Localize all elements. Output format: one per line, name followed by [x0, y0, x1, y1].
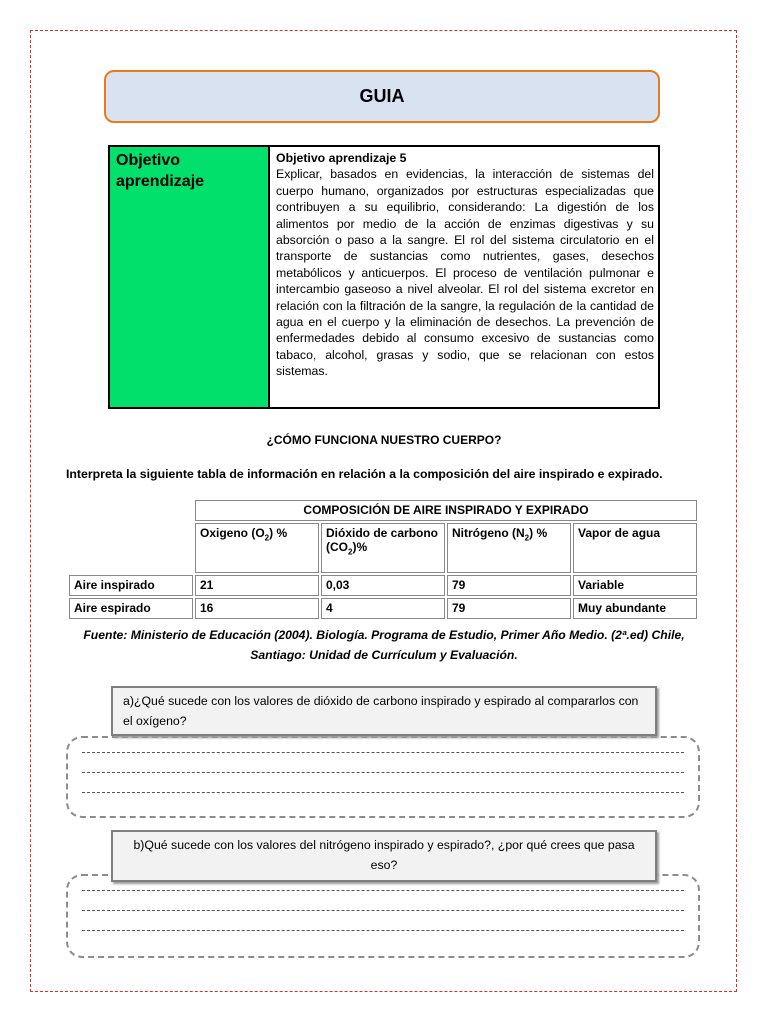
cell-co2: 4 [321, 598, 445, 619]
instruction-text: Interpreta la siguiente tabla de información en relación a la composición del aire inspirado e expirado. [66, 467, 663, 481]
objective-title: Objetivo aprendizaje 5 [276, 151, 407, 165]
column-header-nitrogen: Nitrógeno $(N_2)$ % [447, 523, 571, 573]
column-header-water: Vapor de agua [573, 523, 697, 573]
answer-line [82, 772, 684, 773]
cell-co2: 0,03 [321, 575, 445, 596]
cell-nitrogen: 79 [447, 575, 571, 596]
answer-line [82, 910, 684, 911]
page-title [104, 70, 660, 123]
table-title: COMPOSICIÓN DE AIRE INSPIRADO Y EXPIRADO [195, 500, 697, 521]
objective-table [108, 145, 660, 409]
answer-line [82, 890, 684, 891]
empty-corner-cell [69, 500, 193, 521]
objective-text: Explicar, basados en evidencias, la interacción de sistemas del cuerpo humano, organizados por estructuras especializadas que contribuyen a su equilibrio, considerando: La digestión de los alimentos por medio de la acción de enzimas digestivas y su absorción o paso a la sangre. El rol del sistema circulatorio en el transporte de sustancias como nutrientes, gases, desechos metabólicos y anticuerpos. El proceso de ventilación pulmonar e intercambio gaseoso a nivel alveolar. El rol del sistema excretor en relación con la filtración de la sangre, la regulación de la cantidad de agua en el cuerpo y la eliminación de desechos. La prevención de enfermedades debido al consumo excesivo de sustancias como tabaco, alcohol, grasas y sodio, que se relacionan con estos sistemas. [276, 167, 654, 379]
cell-oxygen: 16 [195, 598, 319, 619]
objective-label: Objetivo aprendizaje [110, 147, 270, 407]
table-row [69, 575, 697, 596]
column-header-co2: Dióxido de carbono $(CO_2)\%$ [321, 523, 445, 573]
answer-area-b[interactable] [66, 874, 700, 958]
cell-water: Muy abundante [573, 598, 697, 619]
cell-water: Variable [573, 575, 697, 596]
objective-content [270, 147, 658, 407]
answer-area-a[interactable] [66, 736, 700, 818]
answer-line [82, 930, 684, 931]
row-label: Aire espirado [69, 598, 193, 619]
row-label: Aire inspirado [69, 575, 193, 596]
source-citation: Fuente: Ministerio de Educación (2004). Biología. Programa de Estudio, Primer Año Medio. (2ª.ed) Chile, Santiago: Unidad de Currículum y Evaluación. [83, 628, 685, 662]
question-b: b)Qué sucede con los valores del nitrógeno inspirado y espirado?, ¿por qué crees que pasa eso? [111, 830, 657, 882]
answer-line [82, 792, 684, 793]
question-a: a)¿Qué sucede con los valores de dióxido de carbono inspirado y espirado al compararlos con el oxígeno? [111, 686, 657, 736]
answer-line [82, 752, 684, 753]
composition-table [67, 498, 699, 621]
section-title: ¿CÓMO FUNCIONA NUESTRO CUERPO? [266, 433, 502, 447]
page-title-text: GUIA [359, 86, 405, 106]
cell-oxygen: 21 [195, 575, 319, 596]
column-header-oxygen: Oxigeno $(O_2)$ % [195, 523, 319, 573]
empty-corner-cell [69, 523, 193, 573]
table-row [69, 598, 697, 619]
cell-nitrogen: 79 [447, 598, 571, 619]
